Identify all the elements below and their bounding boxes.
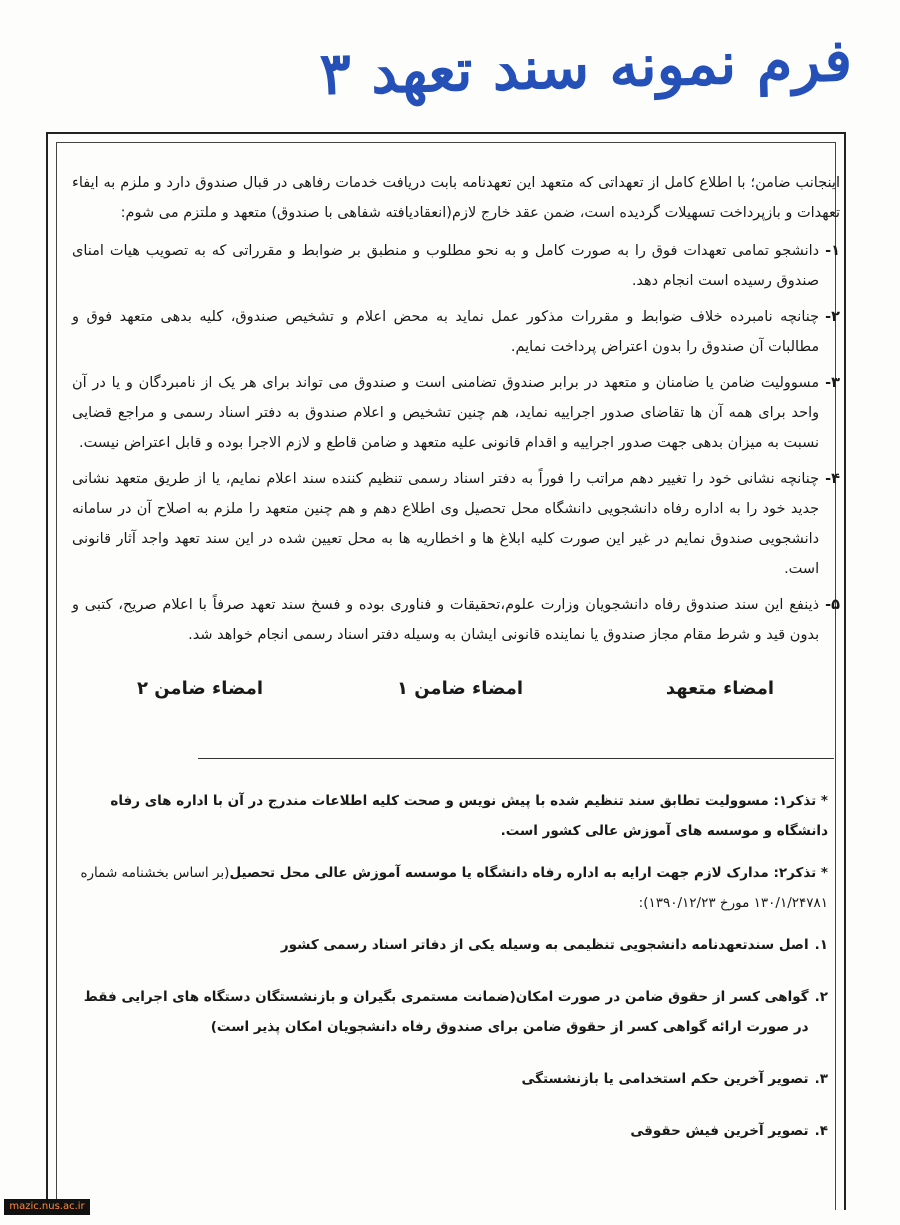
requirement-2 [72, 982, 828, 1042]
intro-paragraph: اینجانب ضامن؛ با اطلاع کامل از تعهداتی که متعهد این تعهدنامه بابت دریافت خدمات رفاهی در قبال صندوق دارد و ملزم به ایفاء تعهدات و بازپرداخت تسهیلات گردیده است، ضمن عقد خارج لازم(انعقادیافته شفاهی با صندوق) متعهد و ملتزم می شوم: [72, 175, 840, 221]
pledge-item-number: ۴- [825, 471, 840, 487]
pledge-item-text: چنانچه نشانی خود را تغییر دهم مراتب را فوراً به دفتر اسناد رسمی تنظیم کننده سند اعلام نمایم، یا از طریق متعهد نشانی جدید خود را به اداره رفاه دانشجویی دانشگاه محل تحصیل وی اطلاع دهم و هم چنین متعهد را ملزم به اصلاح آن در سامانه دانشجویی صندوق نمایم در غیر این صورت کلیه ابلاغ ها و اخطاریه ها به محل تعیین شده در این سند تعهد واجد آثار قانونی است. [72, 471, 820, 577]
requirement-number: ۴. [814, 1123, 828, 1139]
pledge-item-1 [72, 236, 840, 296]
requirement-3 [72, 1064, 828, 1094]
requirement-number: ۳. [814, 1071, 828, 1087]
pledge-body [72, 168, 840, 656]
website-watermark-badge[interactable]: mazic.nus.ac.ir [4, 1199, 90, 1215]
requirement-text: گواهی کسر از حقوق ضامن در صورت امکان(ضمانت مستمری بگیران و بازنشستگان دستگاه های اجرایی فقط در صورت ارائه گواهی کسر از حقوق ضامن برای صندوق رفاه دانشجویان امکان پذیر است) [83, 989, 809, 1035]
pledge-item-text: دانشجو تمامی تعهدات فوق را به صورت کامل و به نحو مطلوب و منطبق بر ضوابط و مقرراتی که به تصویب هیات امنای صندوق رسیده است انجام دهد. [72, 243, 820, 289]
requirement-number: ۱. [814, 937, 828, 953]
requirement-1 [72, 930, 828, 960]
pledge-item-number: ۲- [825, 309, 840, 325]
signature-guarantor-2: امضاء ضامن ۲ [136, 678, 264, 699]
note-2-reference: (بر اساس بخشنامه شماره ۱۳۰/۱/۲۴۷۸۱ مورخ ۱۳۹۰/۱۲/۲۳): [80, 865, 828, 911]
note-2-heading: * تذکر۲: مدارک لازم جهت ارایه به اداره رفاه دانشگاه یا موسسه آموزش عالی محل تحصیل [229, 865, 828, 881]
pledge-item-text: چنانچه نامبرده خلاف ضوابط و مقررات مذکور عمل نماید به محض اعلام و تشخیص صندوق، کلیه بدهی متعهد فوق و مطالبات آن صندوق را بدون اعتراض پرداخت نمایم. [72, 309, 820, 355]
requirement-text: اصل سندتعهدنامه دانشجویی تنظیمی به وسیله یکی از دفاتر اسناد رسمی کشور [280, 937, 809, 953]
notes-section [72, 786, 828, 1168]
pledge-item-3 [72, 368, 840, 458]
signature-row [100, 678, 820, 718]
pledge-item-5 [72, 590, 840, 650]
signature-guarantor-1: امضاء ضامن ۱ [396, 678, 524, 699]
pledge-item-text: مسوولیت ضامن یا ضامنان و متعهد در برابر صندوق تضامنی است و صندوق می تواند برای هر یک از نامبردگان و یا در آن واحد برای همه آن ها تقاضای صدور اجراییه نماید، هم چنین تشخیص و اعلام صندوق به دفتر اسناد رسمی و مراجع قضایی نسبت به میزان بدهی جهت صدور اجراییه و اقدام قانونی علیه متعهد و ضامن قاطع و لازم الاجرا بوده و قابل اعتراض نیست. [72, 375, 820, 451]
signature-obligor: امضاء متعهد [665, 678, 775, 699]
pledge-item-number: ۵- [825, 597, 840, 613]
note-1: * تذکر۱: مسوولیت تطابق سند تنظیم شده با پیش نویس و صحت کلیه اطلاعات مندرج در آن با اداره های رفاه دانشگاه و موسسه های آموزش عالی کشور است. [110, 793, 828, 839]
requirement-text: تصویر آخرین فیش حقوقی [630, 1123, 809, 1139]
requirement-4 [72, 1116, 828, 1146]
pledge-item-4 [72, 464, 840, 584]
note-2 [72, 858, 828, 918]
pledge-item-number: ۱- [825, 243, 840, 259]
pledge-item-text: ذینفع این سند صندوق رفاه دانشجویان وزارت علوم،تحقیقات و فناوری بوده و فسخ سند تعهد صرفاً با اعلام صریح، کتبی و بدون قید و شرط مقام مجاز صندوق یا نماینده قانونی ایشان به وسیله دفتر اسناد رسمی انجام خواهد شد. [72, 597, 820, 643]
pledge-item-2 [72, 302, 840, 362]
handwritten-title: فرم نمونه سند تعهد ۳ [318, 25, 853, 108]
requirement-text: تصویر آخرین حکم استخدامی یا بازنشستگی [521, 1071, 809, 1087]
section-divider [198, 758, 834, 759]
pledge-item-number: ۳- [825, 375, 840, 391]
requirement-number: ۲. [814, 989, 828, 1005]
